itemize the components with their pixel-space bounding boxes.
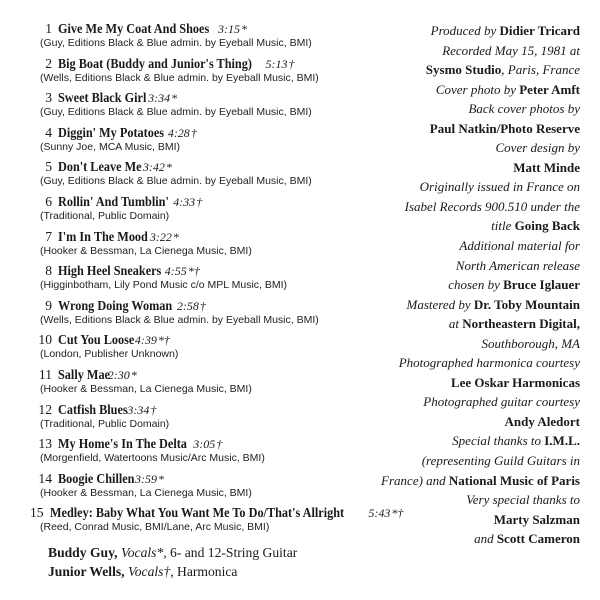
musician-credits [48,543,297,581]
credit-text: Recorded May 15, 1981 at [442,42,580,58]
credit-name: Dr. Toby Mountain [473,296,580,312]
credit-name: Northeastern Digital, [462,316,580,332]
track-number: 5 [45,159,52,175]
track-title: My Home's In The Delta [58,436,187,452]
track-vocal-mark: † [199,298,206,313]
credit-text: Very special thanks to [466,492,580,508]
track-credit: (Guy, Editions Black & Blue admin. by Eyeball Music, BMI) [40,175,312,188]
track-number: 2 [45,55,52,71]
track-title: Big Boat (Buddy and Junior's Thing) [58,55,252,71]
credit-text: Cover photo by [435,81,520,97]
credit-line [380,197,580,217]
track-vocal-mark: *† [391,506,404,521]
track-title: Wrong Doing Woman [58,297,173,313]
track-credit: (Traditional, Public Domain) [40,209,170,222]
track-title: Medley: Baby What You Want Me To Do/That's Allright [49,505,344,521]
track-title: Diggin' My Potatoes [58,124,165,140]
credit-line [380,119,580,139]
credit-text: title [491,218,515,234]
credit-text: Isabel Records 900.510 under the [404,198,580,214]
track-duration: 3:42 [142,160,165,175]
track-title: Catfish Blues [58,401,128,417]
credit-text: (representing Guild Guitars in [421,453,580,469]
track-vocal-mark: * [172,229,179,244]
track-duration: 3:05 [193,437,216,452]
track-item [30,194,360,229]
track-number: 11 [38,366,52,382]
musician-name: Junior Wells, [48,564,125,579]
credit-text: Mastered by [406,296,474,312]
credit-line [380,373,580,393]
credit-name: Bruce Iglauer [503,277,580,293]
track-duration: 4:28 [167,125,190,140]
credit-line [380,431,580,451]
credit-name: National Music of Paris [448,472,580,488]
track-title: High Heel Sneakers [58,263,162,279]
track-vocal-mark: * [130,367,137,382]
track-item [30,505,404,540]
track-duration: 3:34 [148,91,171,106]
track-vocal-mark: † [288,56,295,71]
track-item [30,229,360,264]
track-duration: 2:30 [107,367,130,382]
track-duration: 3:59 [134,471,157,486]
credit-name: Scott Cameron [496,531,580,547]
track-vocal-mark: † [190,125,197,140]
credit-line [380,334,580,354]
track-item [30,436,360,471]
credit-line [380,256,580,276]
credit-line [380,21,580,41]
track-credit: (Higginbotham, Lily Pond Music c/o MPL Music, BMI) [40,279,288,292]
track-item [30,263,360,298]
track-number: 3 [45,90,52,106]
track-number: 4 [45,124,52,140]
credit-line [380,529,580,549]
track-item [30,471,360,506]
credit-text: North American release [455,257,580,273]
track-title: Sally Mae [58,366,111,382]
credit-line [380,471,580,491]
track-title: Cut You Loose [58,332,135,348]
track-title: Rollin' And Tumblin' [58,193,169,209]
credit-name: I.M.L. [544,433,580,449]
track-duration: 3:22 [149,229,172,244]
credit-text: Additional material for [459,238,580,254]
track-vocal-mark: † [216,437,223,452]
credit-line [380,275,580,295]
credit-text: chosen by [448,277,504,293]
track-duration: 4:39 [134,333,157,348]
track-number: 10 [38,332,52,348]
credit-name: Matt Minde [513,159,580,175]
credit-line [380,60,580,80]
track-vocal-mark: * [165,160,172,175]
track-vocal-mark: * [171,91,178,106]
credit-text: Originally issued in France on [419,179,580,195]
track-vocal-mark: † [196,194,203,209]
credit-line [380,412,580,432]
credit-name: Paul Natkin/Photo Reserve [429,120,580,136]
musician-role: Vocals†, [127,564,174,579]
production-credits [380,21,580,549]
musician-line [48,562,297,581]
track-item [30,367,360,402]
credit-line [380,177,580,197]
track-title: Don't Leave Me [58,159,142,175]
track-credit: (Traditional, Public Domain) [40,417,170,430]
track-number: 1 [45,21,52,36]
credit-line [380,295,580,315]
track-credit: (Hooker & Bessman, La Cienega Music, BMI) [40,244,252,257]
credit-line [380,392,580,412]
track-duration: 3:34 [127,402,150,417]
track-credit: (Guy, Editions Black & Blue admin. by Eyeball Music, BMI) [40,37,312,49]
track-number: 13 [38,436,52,452]
credit-line [380,490,580,510]
track-vocal-mark: * [157,471,164,486]
credit-line [380,80,580,100]
musician-name: Buddy Guy, [48,545,118,560]
musician-instrument: Harmonica [173,564,238,579]
credit-name: Peter Amft [519,81,580,97]
track-title: Boogie Chillen [58,470,135,486]
track-credit: (Hooker & Bessman, La Cienega Music, BMI) [40,486,252,499]
musician-line [48,543,297,562]
track-credit: (Guy, Editions Black & Blue admin. by Eyeball Music, BMI) [40,106,312,119]
track-credit: (Hooker & Bessman, La Cienega Music, BMI) [40,382,252,395]
tracklist [30,21,404,540]
credit-text: Cover design by [495,140,580,156]
credit-name: Andy Aledort [504,413,580,429]
credit-text: and [474,531,497,547]
track-duration: 4:55 [164,264,187,279]
track-item [30,21,360,56]
musician-instrument: 6- and 12-String Guitar [166,545,298,560]
track-vocal-mark: *† [157,333,170,348]
credit-line [380,510,580,530]
credit-name: Marty Salzman [493,511,580,527]
track-duration: 5:43 [368,506,391,521]
credit-name: Lee Oskar Harmonicas [450,374,580,390]
credit-line [380,138,580,158]
track-credit: (Sunny Joe, MCA Music, BMI) [40,140,181,153]
track-title: Give Me My Coat And Shoes [58,21,210,36]
track-duration: 4:33 [173,194,196,209]
track-credit: (London, Publisher Unknown) [40,348,179,361]
credit-line [380,451,580,471]
credit-line [380,216,580,236]
credit-text: at [448,316,463,332]
track-credit: (Reed, Conrad Music, BMI/Lane, Arc Music, BMI) [40,521,270,534]
track-number: 14 [38,470,52,486]
track-credit: (Wells, Editions Black & Blue admin. by Eyeball Music, BMI) [40,313,319,326]
credit-line [380,236,580,256]
credit-text: Photographed guitar courtesy [423,394,580,410]
credit-line [380,353,580,373]
track-credit: (Wells, Editions Black & Blue admin. by Eyeball Music, BMI) [40,71,319,84]
credit-text: Photographed harmonica courtesy [398,355,580,371]
track-item [30,332,360,367]
track-number: 8 [45,263,52,279]
credit-text: , Paris, France [501,62,580,78]
credit-name: Sysmo Studio [425,62,502,78]
track-item [30,402,360,437]
credit-name: Didier Tricard [499,23,580,38]
credit-text: Back cover photos by [468,101,580,117]
track-vocal-mark: * [241,22,248,36]
track-vocal-mark: † [150,402,157,417]
track-duration: 3:15 [218,22,241,36]
track-number: 6 [45,193,52,209]
credit-text: France) and [381,472,449,488]
track-item [30,125,360,160]
track-number: 9 [45,297,52,313]
track-item [30,56,360,91]
track-number: 15 [30,505,44,521]
musician-role: Vocals*, [120,545,167,560]
credit-line [380,99,580,119]
track-duration: 2:58 [176,298,199,313]
track-title: I'm In The Mood [58,228,148,244]
track-title: Sweet Black Girl [58,90,147,106]
credit-text: Special thanks to [452,433,545,449]
track-item [30,90,360,125]
credit-line [380,158,580,178]
track-item [30,298,360,333]
credit-name: Going Back [514,218,580,234]
credit-line [380,314,580,334]
credit-text: Southborough, MA [481,335,580,351]
track-number: 12 [38,401,52,417]
track-duration: 5:13 [265,56,288,71]
track-number: 7 [45,228,52,244]
credit-line [380,41,580,61]
track-item [30,159,360,194]
track-vocal-mark: *† [187,264,200,279]
credit-text: Produced by [430,23,500,38]
track-credit: (Morgenfield, Watertoons Music/Arc Music, BMI) [40,452,265,465]
